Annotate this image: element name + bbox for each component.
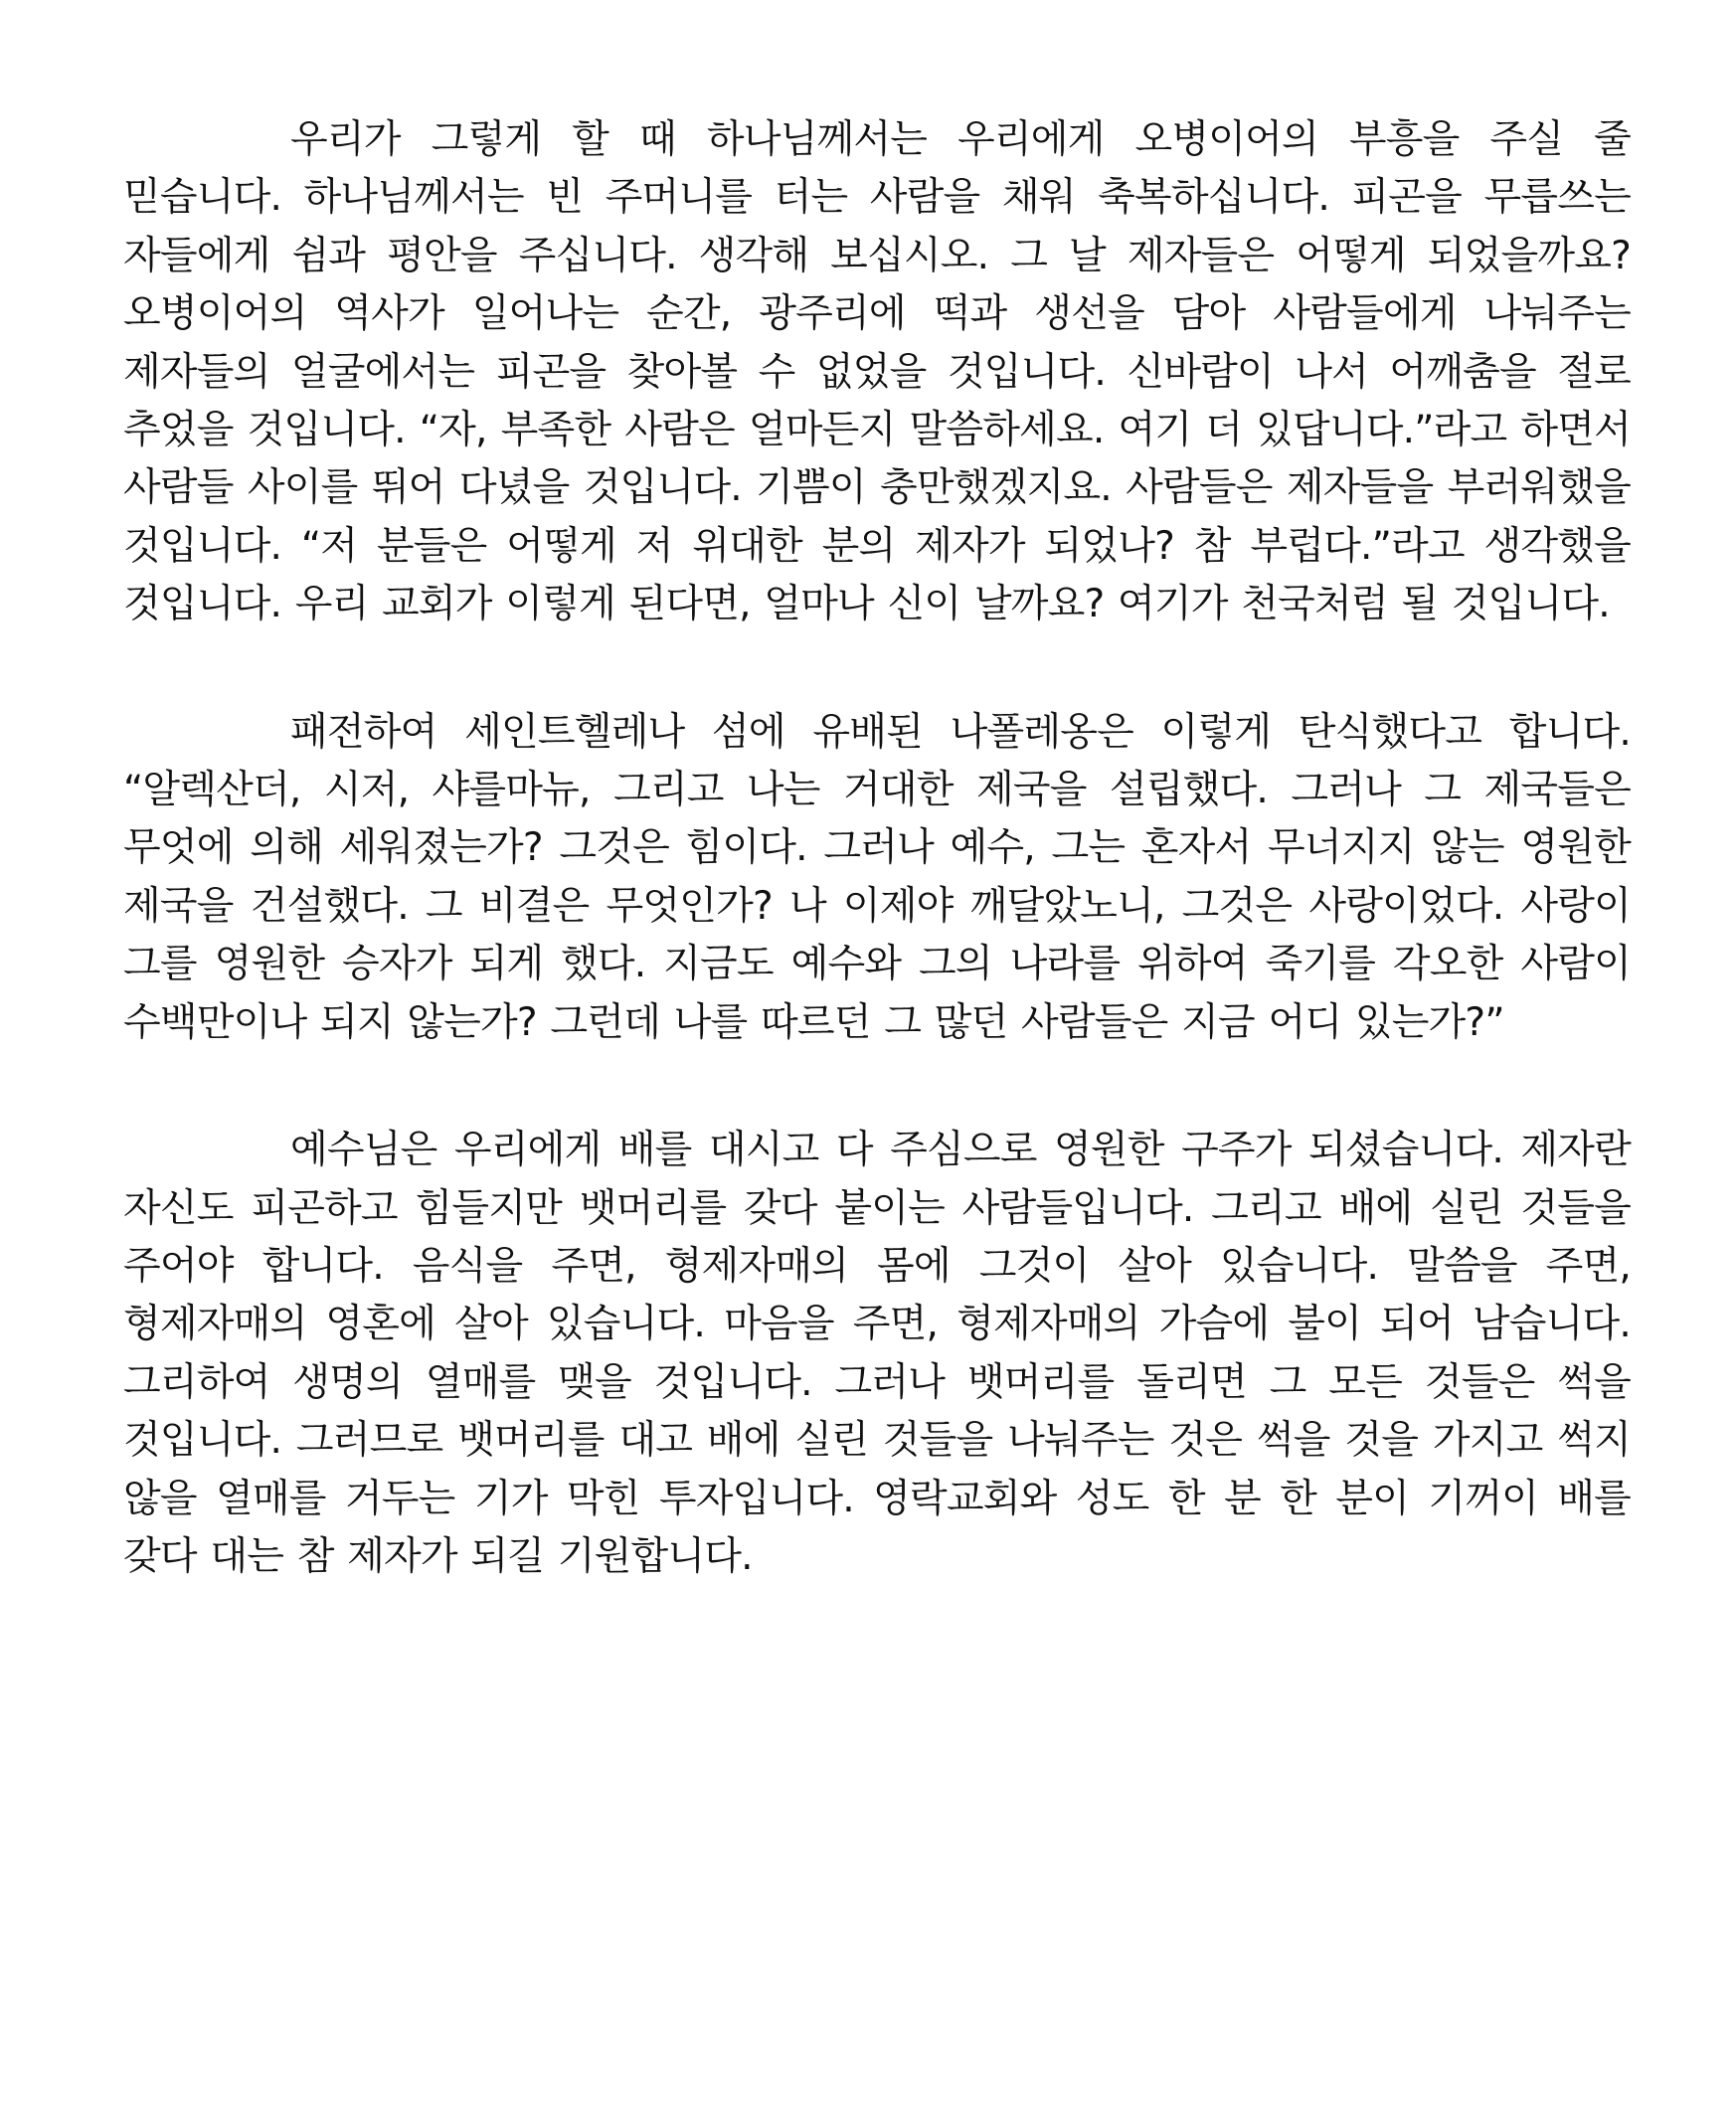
paragraph-2: 패전하여 세인트헬레나 섬에 유배된 나폴레옹은 이렇게 탄식했다고 합니다. “알렉산더, 시저, 샤를마뉴, 그리고 나는 거대한 제국을 설립했다. 그러나 그 제국들은 무엇에 의해 세워졌는가? 그것은 힘이다. 그러나 예수, 그는 혼자서 무너지지 않는 영원한 제국을 건설했다. 그 비결은 무엇인가? 나 이제야 깨달았노니, 그것은 사랑이었다. 사랑이 그를 영원한 승자가 되게 했다. 지금도 예수와 그의 나라를 위하여 죽기를 각오한 사람이 수백만이나 되지 않는가? 그런데 나를 따르던 그 많던 사람들은 지금 어디 있는가?” <box>123 709 1631 1045</box>
paragraph-1: 우리가 그렇게 할 때 하나님께서는 우리에게 오병이어의 부흥을 주실 줄 믿습니다. 하나님께서는 빈 주머니를 터는 사람을 채워 축복하십니다. 피곤을 무릅쓰는 자들에게 쉼과 평안을 주십니다. 생각해 보십시오. 그 날 제자들은 어떻게 되었을까요? 오병이어의 역사가 일어나는 순간, 광주리에 떡과 생선을 담아 사람들에게 나눠주는 제자들의 얼굴에서는 피곤을 찾아볼 수 없었을 것입니다. 신바람이 나서 어깨춤을 절로 추었을 것입니다. “자, 부족한 사람은 얼마든지 말씀하세요. 여기 더 있답니다.”라고 하면서 사람들 사이를 뛰어 다녔을 것입니다. 기쁨이 충만했겠지요. 사람들은 제자들을 부러워했을 것입니다. “저 분들은 어떻게 저 위대한 분의 제자가 되었나? 참 부럽다.”라고 생각했을 것입니다. 우리 교회가 이렇게 된다면, 얼마나 신이 날까요? 여기가 천국처럼 될 것입니다. <box>123 117 1632 627</box>
paragraph-3: 예수님은 우리에게 배를 대시고 다 주심으로 영원한 구주가 되셨습니다. 제자란 자신도 피곤하고 힘들지만 뱃머리를 갖다 붙이는 사람들입니다. 그리고 배에 실린 것들을 주어야 합니다. 음식을 주면, 형제자매의 몸에 그것이 살아 있습니다. 말씀을 주면, 형제자매의 영혼에 살아 있습니다. 마음을 주면, 형제자매의 가슴에 불이 되어 남습니다. 그리하여 생명의 열매를 맺을 것입니다. 그러나 뱃머리를 돌리면 그 모든 것들은 썩을 것입니다. 그러므로 뱃머리를 대고 배에 실린 것들을 나눠주는 것은 썩을 것을 가지고 썩지 않을 열매를 거두는 기가 막힌 투자입니다. 영락교회와 성도 한 분 한 분이 기꺼이 배를 갖다 대는 참 제자가 되길 기원합니다. <box>123 1128 1631 1579</box>
document-page <box>123 111 1631 1586</box>
